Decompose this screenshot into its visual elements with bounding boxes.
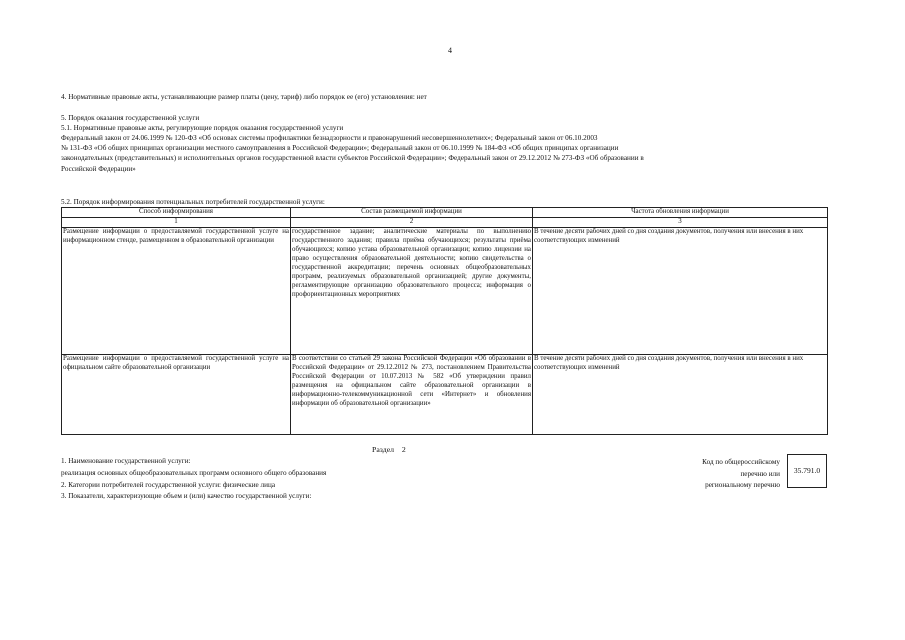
section-4-text: 4. Нормативные правовые акты, устанавливающие размер платы (цену, тариф) либо порядок ее (его) установления: нет [61,93,427,101]
service-category: 2. Категории потребителей государственной услуги: физические лица [61,481,276,489]
law-line-3: законодательных (представительных) и исполнительных органов государственной власти субъектов Российской Федерации»; Федеральный закон от 29.12.2012 № 273-ФЗ «Об образовании в [61,154,644,162]
law-line-1: Федеральный закон от 24.06.1999 № 120-ФЗ «Об основах системы профилактики безнадзорности и правонарушений несовершеннолетних»; Федеральный закон от 06.10.2003 [61,134,598,142]
service-name-value: реализация основных общеобразовательных программ основного общего образования [61,469,327,477]
header-method: Способ информирования [62,208,291,218]
table-row [62,227,828,354]
table-number-row [62,217,828,227]
col-number-2: 2 [291,217,533,227]
law-line-4: Российской Федерации» [61,165,136,173]
section-5-1-heading: 5.1. Нормативные правовые акты, регулирующие порядок оказания государственной услуги [61,124,344,132]
table-row [62,354,828,434]
code-label-line-1: Код по общероссийскому [702,458,780,466]
row1-frequency: В течение десяти рабочих дней со дня создания документов, получения или внесения в них соответствующих изменений [533,227,828,354]
razdel-number: 2 [401,445,406,454]
service-name-label: 1. Наименование государственной услуги: [61,457,191,465]
row2-method: Размещение информации о предоставляемой государственной услуге на официальном сайте образовательной организации [62,354,291,434]
row2-content: В соответствии со статьей 29 закона Российской Федерации «Об образовании в Российской Федерации» от 29.12.2012 № 273, постановлением Правительства Российской Федерации от 10.07.2013 № 582 «Об утверждении правил размещения на официальном сайте образовательной организации в информационно-телекоммуникационной сети «Интернет» и обновления информации об образовательной организации» [291,354,533,434]
razdel-word: Раздел [372,445,395,454]
col-number-3: 3 [533,217,828,227]
header-frequency: Частота обновления информации [533,208,828,218]
code-label-line-3: региональному перечню [705,481,780,489]
header-content: Состав размещаемой информации [291,208,533,218]
law-line-2: № 131-ФЗ «Об общих принципах организации местного самоуправления в Российской Федерации»; Федеральный закон от 06.10.1999 № 184-ФЗ «Об общих принципах организации [61,144,619,152]
section-5-2-heading: 5.2. Порядок информирования потенциальных потребителей государственной услуги: [61,198,325,206]
col-number-1: 1 [62,217,291,227]
registry-code-box: 35.791.0 [787,454,827,488]
service-indicators: 3. Показатели, характеризующие объем и (или) качество государственной услуги: [61,492,312,500]
row1-content: государственное задание; аналитические материалы по выполнению государственного задания; правила приёма обучающихся; результаты приёма обучающихся; копию устава образовательной организации; копию лицензии на право осуществления образовательной деятельности; копию свидетельства о государственной аккредитации; перечень основных общеобразовательных программ, реализуемых образовательной организацией; другие документы, регламентирующие организацию образовательного процесса; информация о профориентационных мероприятиях [291,227,533,354]
razdel-label [372,445,406,455]
row1-method: Размещение информации о предоставляемой государственной услуге на информационном стенде, размещенном в образовательной организации [62,227,291,354]
code-label-line-2: перечню или [740,470,780,478]
section-5-heading: 5. Порядок оказания государственной услуги [61,114,200,122]
row2-frequency: В течение десяти рабочих дней со дня создания документов, получения или внесения в них соответствующих изменений [533,354,828,434]
page-number: 4 [448,46,452,55]
table-header-row [62,208,828,218]
information-table [61,207,828,435]
